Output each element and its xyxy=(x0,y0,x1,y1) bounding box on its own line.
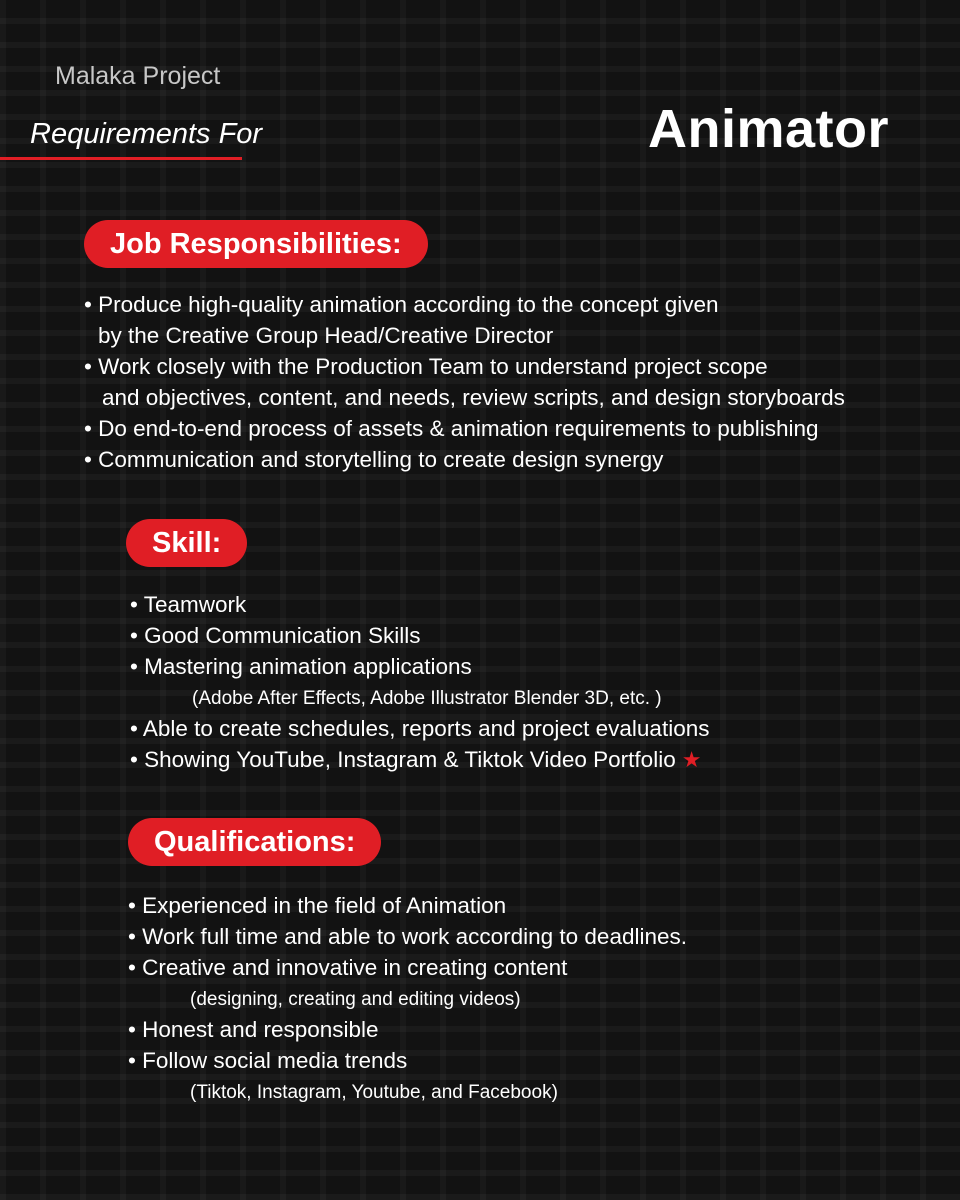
qual-line-6: • Follow social media trends xyxy=(128,1048,408,1073)
brand-name: Malaka Project xyxy=(55,62,221,90)
job-line-6: • Communication and storytelling to create design synergy xyxy=(84,447,664,472)
qual-line-1: • Experienced in the field of Animation xyxy=(128,893,507,918)
skill-line-1: • Teamwork xyxy=(130,592,247,617)
skill-line-6 xyxy=(130,744,701,775)
job-line-1: • Produce high-quality animation according to the concept given xyxy=(84,292,719,317)
qual-line-5: • Honest and responsible xyxy=(128,1017,379,1042)
skill-line-5: • Able to create schedules, reports and project evaluations xyxy=(130,716,710,741)
skill-heading: Skill: xyxy=(126,519,247,567)
star-icon: ★ xyxy=(681,747,702,772)
qual-line-3: • Creative and innovative in creating content xyxy=(128,955,568,980)
job-line-2: by the Creative Group Head/Creative Director xyxy=(98,323,554,348)
job-line-3: • Work closely with the Production Team to understand project scope xyxy=(84,354,768,379)
skill-line-4: (Adobe After Effects, Adobe Illustrator Blender 3D, etc. ) xyxy=(192,688,662,709)
job-line-5: • Do end-to-end process of assets & animation requirements to publishing xyxy=(84,416,819,441)
skill-line-6-text: • Showing YouTube, Instagram & Tiktok Video Portfolio xyxy=(130,747,676,772)
requirements-subtitle: Requirements For xyxy=(30,118,263,150)
subtitle-underline xyxy=(0,157,242,160)
job-line-4: and objectives, content, and needs, review scripts, and design storyboards xyxy=(102,385,845,410)
skill-line-3: • Mastering animation applications xyxy=(130,654,472,679)
job-responsibilities-heading: Job Responsibilities: xyxy=(84,220,428,268)
qual-line-2: • Work full time and able to work according to deadlines. xyxy=(128,924,687,949)
page-title: Animator xyxy=(648,99,890,159)
qualifications-heading: Qualifications: xyxy=(128,818,381,866)
skill-line-2: • Good Communication Skills xyxy=(130,623,421,648)
qual-line-4: (designing, creating and editing videos) xyxy=(190,989,521,1010)
qual-line-7: (Tiktok, Instagram, Youtube, and Facebook) xyxy=(190,1082,558,1103)
